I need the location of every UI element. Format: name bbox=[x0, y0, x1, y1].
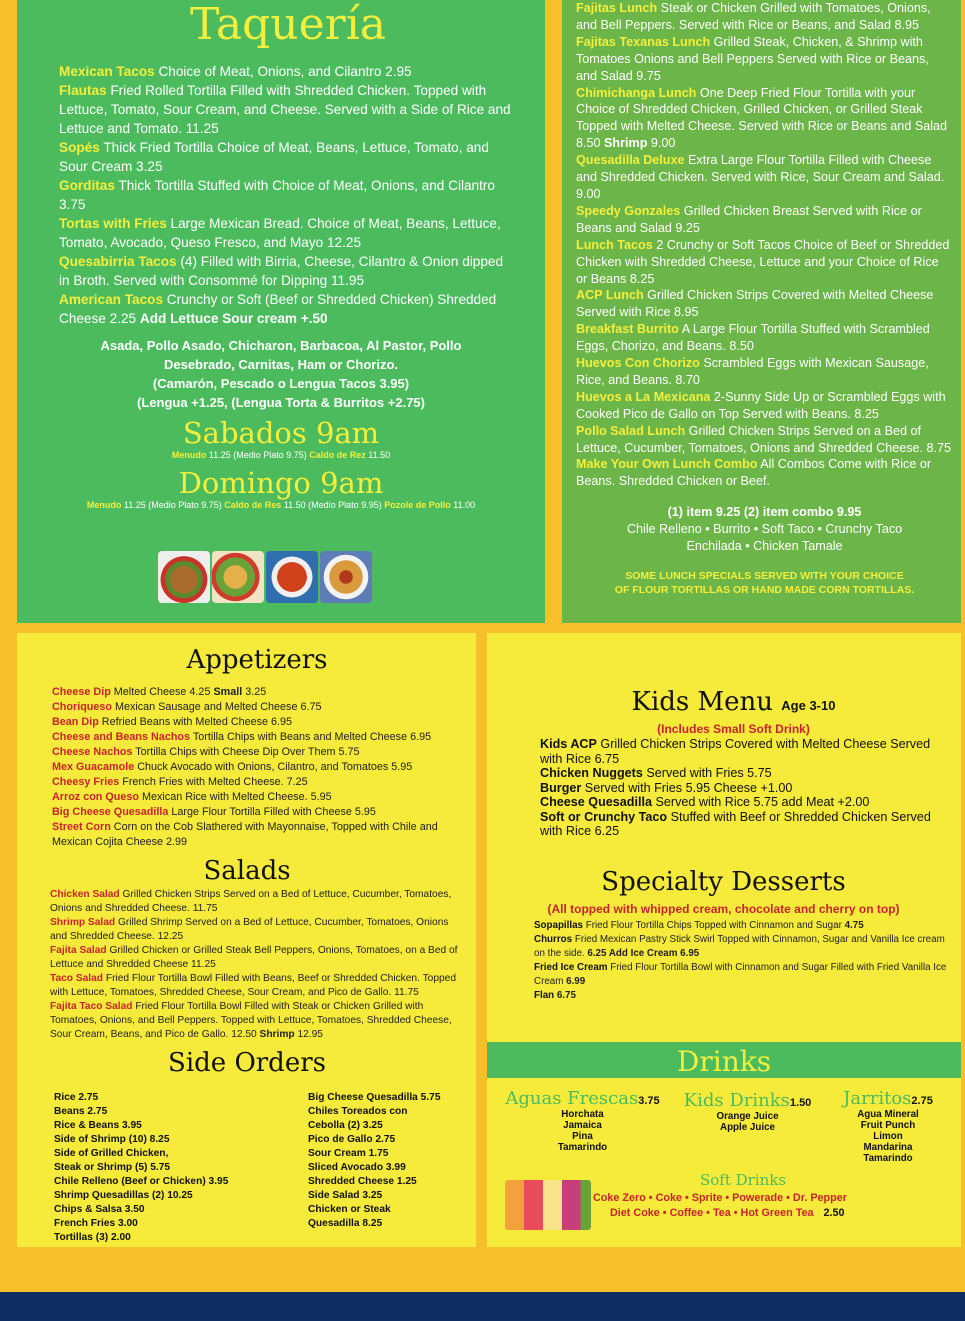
item-name: Fajitas Lunch bbox=[576, 1, 658, 15]
side-order-item: Chile Relleno (Beef or Chicken) 3.95 bbox=[54, 1176, 229, 1187]
lunch-items bbox=[576, 0, 953, 490]
soft-drinks-price: 2.50 bbox=[823, 1207, 845, 1219]
side-order-item: Sour Cream 1.75 bbox=[308, 1148, 389, 1159]
item-description: Grilled Chicken Strips Served on a Bed of Lettuce, Cucumber, Tomatoes, Onions and Shredded Cheese. 8.75 bbox=[576, 423, 952, 455]
menu-item bbox=[576, 355, 953, 389]
item-name: Bean Dip bbox=[52, 716, 99, 728]
item-description: Scrambled Eggs with Mexican Sausage, Rice, and Beans. 8.70 bbox=[576, 356, 929, 387]
kids-note: (Includes Small Soft Drink) bbox=[657, 722, 810, 736]
item-extra-price: 9.00 bbox=[647, 136, 676, 151]
side-order-item: Sliced Avocado 3.99 bbox=[308, 1162, 406, 1173]
domingo-menudo-price: 11.25 (Medio Plato 9.75) bbox=[121, 500, 225, 510]
menu-item bbox=[52, 775, 462, 790]
menu-item bbox=[52, 730, 462, 745]
menu-item bbox=[52, 790, 462, 805]
item-description: Chuck Avocado with Onions, Cilantro, and Tomatoes 5.95 bbox=[134, 761, 413, 773]
kids-drinks-heading: Kids Drinks1.50 bbox=[683, 1090, 812, 1111]
side-order-item: French Fries 3.00 bbox=[54, 1218, 138, 1229]
desserts-note: (All topped with whipped cream, chocolate and cherry on top) bbox=[547, 901, 900, 916]
tortilla-note-line-2: OF FLOUR TORTILLAS OR HAND MADE CORN TORTILLAS. bbox=[614, 584, 915, 597]
sabados-menudo-price: 11.25 (Medio Plato 9.75) bbox=[206, 450, 310, 460]
footer-bar bbox=[0, 1292, 965, 1321]
tortilla-note-line-1: SOME LUNCH SPECIALS SERVED WITH YOUR CHOICE bbox=[625, 570, 904, 583]
sabados-heading: Sabados 9am bbox=[182, 416, 380, 450]
item-name: Street Corn bbox=[52, 821, 111, 833]
item-name: Fajita Taco Salad bbox=[50, 1001, 133, 1012]
item-description: 2-Sunny Side Up or Scrambled Eggs with Cooked Pico de Gallo on Top Served with Beans. 8.25 bbox=[576, 389, 946, 421]
menu-item bbox=[52, 820, 462, 850]
item-extra-price: 6.95 bbox=[680, 947, 700, 959]
domingo-pozole-price: 11.00 bbox=[450, 500, 476, 510]
item-name: Pollo Salad Lunch bbox=[576, 423, 686, 438]
side-orders-left bbox=[54, 1091, 228, 1245]
item-name: Gorditas bbox=[59, 178, 115, 193]
soft-drinks-line-1: Coke Zero • Coke • Sprite • Powerade • Dr. Pepper bbox=[593, 1192, 847, 1204]
item-name: Huevos a La Mexicana bbox=[576, 389, 711, 404]
taqueria-items bbox=[59, 62, 517, 328]
menu-item bbox=[52, 805, 462, 820]
desserts-title: Specialty Desserts bbox=[601, 866, 846, 897]
side-order-item: Beans 2.75 bbox=[54, 1106, 108, 1117]
item-name: Cheesy Fries bbox=[52, 776, 120, 788]
item-name: Cheese Nachos bbox=[52, 746, 133, 758]
item-description: Fried Rolled Tortilla Filled with Shredded Chicken. Topped with Lettuce, Tomato, Sour Cream, and Cheese. Served with a Side of Rice and Lettuce and Tomato. 11.25 bbox=[59, 83, 511, 136]
side-order-item: Side Salad 3.25 bbox=[308, 1190, 383, 1201]
item-name: Fajitas Texanas Lunch bbox=[576, 34, 711, 49]
menu-item bbox=[534, 989, 947, 1003]
item-name: Cheese Quesadilla bbox=[540, 795, 652, 809]
item-name: Flautas bbox=[59, 83, 107, 98]
menu-item bbox=[534, 919, 947, 933]
item-name: Cheese Dip bbox=[52, 686, 111, 698]
drink-item: Agua Mineral bbox=[857, 1109, 919, 1120]
soft-drinks-photo bbox=[505, 1180, 591, 1230]
item-description: Fried Flour Tortilla Chips Topped with Cinnamon and Sugar bbox=[583, 919, 845, 931]
item-description: Steak or Chicken Grilled with Tomatoes, Onions, and Bell Peppers. Served with Rice or Beans, and Salad 8.95 bbox=[576, 1, 931, 32]
menu-item bbox=[50, 1000, 462, 1042]
combo-line-2: Enchilada • Chicken Tamale bbox=[686, 539, 843, 554]
domingo-heading: Domingo 9am bbox=[178, 466, 384, 500]
side-order-item: Chips & Salsa 3.50 bbox=[54, 1204, 145, 1215]
item-name: Sopés bbox=[59, 140, 100, 155]
drink-item: Tamarindo bbox=[863, 1153, 913, 1164]
aguas-frescas-heading: Aguas Frescas3.75 bbox=[505, 1088, 660, 1109]
menu-item bbox=[534, 961, 947, 989]
menu-item bbox=[576, 287, 953, 321]
domingo-specials bbox=[45, 500, 517, 510]
item-description: Thick Fried Tortilla Choice of Meat, Beans, Lettuce, Tomato, and Sour Cream 3.25 bbox=[59, 140, 489, 174]
side-order-item: Tortillas (3) 2.00 bbox=[54, 1232, 131, 1243]
drinks-title: Drinks bbox=[487, 1042, 961, 1078]
item-description: Mexican Sausage and Melted Cheese 6.75 bbox=[111, 701, 322, 713]
combo-line-1: Chile Relleno • Burrito • Soft Taco • Crunchy Taco bbox=[626, 522, 903, 537]
item-description: Tortilla Chips with Beans and Melted Cheese 6.95 bbox=[190, 731, 432, 743]
side-order-item: Side of Shrimp (10) 8.25 bbox=[54, 1134, 170, 1145]
drink-item: Jamaica bbox=[563, 1120, 602, 1131]
drink-item: Pina bbox=[572, 1131, 593, 1142]
item-description: Mexican Rice with Melted Cheese. 5.95 bbox=[139, 791, 332, 803]
appetizers-panel bbox=[17, 633, 476, 1247]
drink-item: Limon bbox=[873, 1131, 903, 1142]
item-description: French Fries with Melted Cheese. 7.25 bbox=[119, 776, 308, 788]
menu-item bbox=[50, 944, 462, 972]
sabados-caldo: Caldo de Rez bbox=[309, 450, 366, 460]
item-description: Tortilla Chips with Cheese Dip Over Them 5.75 bbox=[132, 746, 360, 758]
item-description: Stuffed with Beef or Shredded Chicken Served with Rice 6.25 bbox=[540, 809, 931, 838]
domingo-caldo: Caldo de Res bbox=[224, 500, 282, 510]
item-description: One Deep Fried Flour Tortilla with your Choice of Shredded Chicken, Grilled Chicken, or Grilled Steak Topped with Melted Cheese. Served with Rice or Beans and Salad 8.50 bbox=[576, 85, 948, 151]
side-order-item: Pico de Gallo 2.75 bbox=[308, 1134, 396, 1145]
item-name: Lunch Tacos bbox=[576, 237, 653, 252]
domingo-pozole: Pozole de Pollo bbox=[384, 500, 451, 510]
item-description: Large Mexican Bread. Choice of Meat, Beans, Lettuce, Tomato, Avocado, Queso Fresco, and Mayo 12.25 bbox=[59, 216, 501, 250]
menu-item bbox=[576, 423, 953, 457]
aguas-frescas-list bbox=[500, 1109, 665, 1153]
item-name: Taco Salad bbox=[50, 973, 104, 984]
food-photo-soup bbox=[266, 551, 318, 603]
item-extra: Add Ice Cream bbox=[606, 947, 681, 959]
menu-item bbox=[59, 290, 517, 328]
side-order-item: Big Cheese Quesadilla 5.75 bbox=[308, 1092, 441, 1103]
menu-item bbox=[59, 176, 517, 214]
menu-item bbox=[576, 85, 953, 153]
menu-item bbox=[576, 321, 953, 355]
item-description: Fried Flour Tortilla Bowl Filled with Beans, Beef or Shredded Chicken. Topped with Lettuce, Tomatoes, Shredded Cheese, Sour Cream, and Pico de Gallo. 11.75 bbox=[50, 973, 456, 998]
tortilla-note bbox=[576, 569, 953, 597]
item-description: Grilled Chicken Strips Covered with Melted Cheese Served with Rice 8.95 bbox=[576, 288, 934, 320]
drink-item: Mandarina bbox=[863, 1142, 913, 1153]
kids-title bbox=[520, 687, 947, 721]
item-name: Soft or Crunchy Taco bbox=[540, 809, 668, 824]
item-description: Fried Flour Tortilla Bowl with Cinnamon and Sugar Filled with Fried Vanilla Ice Cream bbox=[534, 961, 947, 987]
domingo-menudo: Menudo bbox=[86, 500, 122, 510]
item-description: Served with Rice 5.75 add Meat +2.00 bbox=[652, 795, 870, 809]
item-name: Kids ACP bbox=[540, 737, 597, 751]
kids-title-text: Kids Menu bbox=[631, 687, 774, 717]
item-description: 2 Crunchy or Soft Tacos Choice of Beef or Shredded Chicken with Shredded Cheese, Lettuce and your Choice of Rice or Beans 8.25 bbox=[576, 237, 950, 286]
item-description: Choice of Meat, Onions, and Cilantro 2.95 bbox=[154, 64, 412, 79]
side-order-item: Quesadilla 8.25 bbox=[308, 1218, 383, 1229]
meats-line-4: (Lengua +1.25, (Lengua Torta & Burritos +2.75) bbox=[137, 395, 425, 410]
menu-item bbox=[52, 745, 462, 760]
menu-item bbox=[59, 81, 517, 138]
food-photo-flautas bbox=[320, 551, 372, 603]
item-description: Fried Flour Tortilla Bowl Filled with Steak or Chicken Grilled with Tomatoes, Onions, and Bell Peppers. Topped with Lettuce, Tomatoes, Shredded Cheese, Sour Cream, Beans, and Pico de Gallo. 12.50 bbox=[50, 1001, 452, 1040]
jarritos-column bbox=[833, 1088, 943, 1164]
sabados-menudo: Menudo bbox=[171, 450, 207, 460]
item-name: Huevos Con Chorizo bbox=[576, 356, 700, 371]
menu-item bbox=[576, 203, 953, 237]
sabados-specials bbox=[45, 450, 517, 460]
item-description: Grilled Chicken Breast Served with Rice or Beans and Salad 9.25 bbox=[576, 203, 922, 235]
menu-item bbox=[534, 933, 947, 961]
item-name: Arroz con Queso bbox=[52, 791, 139, 803]
item-description: Fried Mexican Pastry Stick Swirl Topped with Cinnamon, Sugar and Vanilla Ice cream on the side. bbox=[534, 933, 945, 959]
food-photo-tacos bbox=[212, 551, 264, 603]
item-name: Speedy Gonzales bbox=[576, 203, 681, 218]
drink-item: Fruit Punch bbox=[860, 1120, 916, 1131]
item-description: Thick Tortilla Stuffed with Choice of Meat, Onions, and Cilantro 3.75 bbox=[59, 178, 495, 212]
kids-drinks-column bbox=[680, 1090, 815, 1133]
appetizer-items bbox=[52, 685, 462, 850]
item-name: Churros bbox=[534, 933, 573, 945]
item-description: Grilled Steak, Chicken, & Shrimp with Tomatoes Onions and Bell Peppers Served with Rice or Beans, and Salad 9.75 bbox=[576, 34, 929, 83]
item-name: ACP Lunch bbox=[576, 288, 644, 303]
combo-heading: (1) item 9.25 (2) item combo 9.95 bbox=[667, 505, 862, 520]
kids-age: Age 3-10 bbox=[781, 698, 836, 713]
item-description: A Large Flour Tortilla Stuffed with Scrambled Eggs, Chorizo, and Beans. 8.50 bbox=[576, 322, 930, 354]
menu-item bbox=[540, 766, 947, 781]
item-extra: Small bbox=[213, 686, 243, 698]
side-orders-right bbox=[308, 1091, 441, 1231]
lunch-panel bbox=[562, 0, 961, 623]
drink-item: Horchata bbox=[561, 1109, 604, 1120]
item-description: Grilled Chicken Strips Served on a Bed of Lettuce, Cucumber, Tomatoes, Onions and Shredded Cheese. 11.75 bbox=[50, 889, 452, 914]
item-name: Quesabirria Tacos bbox=[59, 254, 177, 269]
menu-item bbox=[52, 715, 462, 730]
item-description: Served with Fries 5.75 bbox=[642, 766, 772, 780]
item-name: Cheese and Beans Nachos bbox=[52, 731, 191, 743]
item-name: Breakfast Burrito bbox=[576, 322, 679, 337]
menu-item bbox=[540, 810, 947, 839]
menu-item bbox=[59, 252, 517, 290]
kids-items bbox=[540, 737, 947, 839]
item-extra: Shrimp bbox=[259, 1029, 295, 1040]
item-name: Chimichanga Lunch bbox=[576, 85, 697, 100]
item-description: Refried Beans with Melted Cheese 6.95 bbox=[98, 716, 293, 728]
item-name: Chicken Nuggets bbox=[540, 766, 643, 780]
meats-line-1: Asada, Pollo Asado, Chicharon, Barbacoa, Al Pastor, Pollo bbox=[100, 338, 462, 353]
menu-item bbox=[576, 0, 953, 34]
menu-item bbox=[59, 214, 517, 252]
dessert-items bbox=[534, 919, 947, 1003]
meats-line-2: Desebrado, Carnitas, Ham or Chorizo. bbox=[163, 357, 399, 372]
item-name: Sopapillas bbox=[534, 919, 583, 931]
menu-item bbox=[576, 456, 953, 490]
food-photos bbox=[158, 551, 372, 603]
domingo-caldo-price: 11.50 (Medio Plato 9.95) bbox=[281, 500, 385, 510]
side-order-item: Cebolla (2) 3.25 bbox=[308, 1120, 383, 1131]
item-description: Large Flour Tortilla Filled with Cheese 5.95 bbox=[168, 806, 376, 818]
kids-drinks-list bbox=[680, 1111, 815, 1133]
item-name: American Tacos bbox=[59, 292, 164, 307]
item-extra: Add Lettuce Sour cream +.50 bbox=[139, 311, 328, 326]
taqueria-title: Taquería bbox=[189, 0, 387, 50]
menu-item bbox=[540, 781, 947, 796]
menu-item bbox=[59, 138, 517, 176]
item-name: Choriqueso bbox=[52, 701, 112, 713]
item-description: (4) Filled with Birria, Cheese, Cilantro & Onion dipped in Broth. Served with Consommé for Dipping 11.95 bbox=[59, 254, 504, 288]
menu-item bbox=[576, 237, 953, 288]
menu-item bbox=[50, 888, 462, 916]
item-description: Corn on the Cob Slathered with Mayonnaise, Topped with Chile and Mexican Cojita Cheese 2.99 bbox=[52, 821, 438, 848]
side-order-item: Rice 2.75 bbox=[54, 1092, 99, 1103]
menu-item bbox=[576, 34, 953, 85]
menu-item bbox=[540, 795, 947, 810]
item-name: Shrimp Salad bbox=[50, 917, 116, 928]
item-description: Extra Large Flour Tortilla Filled with Cheese and Shredded Chicken. Served with Rice, Sour Cream and Salad. 9.00 bbox=[576, 153, 945, 201]
item-name: Tortas with Fries bbox=[59, 216, 167, 231]
menu-item bbox=[52, 760, 462, 775]
aguas-frescas-column bbox=[500, 1088, 665, 1153]
taqueria-panel bbox=[17, 0, 545, 623]
item-extra-price: 12.95 bbox=[294, 1029, 323, 1040]
side-order-item: Rice & Beans 3.95 bbox=[54, 1120, 142, 1131]
menu-item bbox=[576, 152, 953, 203]
side-order-item: Steak or Shrimp (5) 5.75 bbox=[54, 1162, 171, 1173]
item-price: 6.99 bbox=[566, 975, 586, 987]
salad-items bbox=[50, 888, 462, 1042]
item-description: Grilled Shrimp Served on a Bed of Lettuce, Cucumber, Tomatoes, Onions and Shredded Cheese. 12.25 bbox=[50, 917, 449, 942]
salads-title: Salads bbox=[203, 856, 291, 886]
item-name: Fried Ice Cream bbox=[534, 961, 608, 973]
sabados-caldo-price: 11.50 bbox=[365, 450, 391, 460]
item-description: Crunchy or Soft (Beef or Shredded Chicken) Shredded Cheese 2.25 bbox=[59, 292, 497, 326]
side-order-item: Chiles Toreados con bbox=[308, 1106, 408, 1117]
side-order-item: Shrimp Quesadillas (2) 10.25 bbox=[54, 1190, 193, 1201]
appetizers-title: Appetizers bbox=[186, 645, 328, 675]
menu-item bbox=[59, 62, 517, 81]
item-description: All Combos Come with Rice or Beans. Shredded Chicken or Beef. bbox=[576, 457, 932, 489]
item-name: Mex Guacamole bbox=[52, 761, 135, 773]
food-photo-burger bbox=[158, 551, 210, 603]
item-extra: Shrimp bbox=[604, 136, 648, 151]
side-order-item: Shredded Cheese 1.25 bbox=[308, 1176, 417, 1187]
menu-item bbox=[540, 737, 947, 766]
soft-drinks-line-2: Diet Coke • Coffee • Tea • Hot Green Tea 2.50 bbox=[610, 1207, 845, 1219]
side-order-item: Chicken or Steak bbox=[308, 1204, 391, 1215]
item-name: Make Your Own Lunch Combo bbox=[576, 457, 758, 472]
item-name: Burger bbox=[540, 780, 582, 795]
item-name: Quesadilla Deluxe bbox=[576, 153, 685, 168]
item-extra-price: 3.25 bbox=[242, 686, 267, 698]
menu-item bbox=[52, 685, 462, 700]
item-name: Fajita Salad bbox=[50, 945, 107, 956]
menu-item bbox=[50, 972, 462, 1000]
item-price: 6.75 bbox=[556, 989, 576, 1001]
meats-line-3: (Camarón, Pescado o Lengua Tacos 3.95) bbox=[152, 376, 410, 391]
item-name: Big Cheese Quesadilla bbox=[52, 806, 169, 818]
item-name: Flan bbox=[534, 989, 555, 1001]
drink-item: Orange Juice bbox=[716, 1111, 779, 1122]
combo-section bbox=[576, 504, 953, 555]
item-name: Chicken Salad bbox=[50, 889, 120, 900]
item-price: 6.25 bbox=[587, 947, 607, 959]
item-description: Grilled Chicken or Grilled Steak Bell Peppers, Onions, Tomatoes, on a Bed of Lettuce and Shredded Cheese 11.25 bbox=[50, 945, 458, 970]
item-description: Served with Fries 5.95 Cheese +1.00 bbox=[581, 780, 793, 795]
item-description: Grilled Chicken Strips Covered with Melted Cheese Served with Rice 6.75 bbox=[540, 737, 931, 766]
meat-choices bbox=[45, 336, 517, 412]
drink-item: Apple Juice bbox=[720, 1122, 775, 1133]
jarritos-heading: Jarritos2.75 bbox=[843, 1088, 933, 1109]
side-orders-title: Side Orders bbox=[168, 1048, 326, 1078]
item-description: Melted Cheese 4.25 bbox=[110, 686, 214, 698]
soft-drinks-heading: Soft Drinks bbox=[700, 1171, 787, 1189]
drink-item: Tamarindo bbox=[557, 1142, 608, 1153]
menu-item bbox=[576, 389, 953, 423]
menu-item bbox=[52, 700, 462, 715]
jarritos-list bbox=[833, 1109, 943, 1164]
item-name: Mexican Tacos bbox=[59, 64, 155, 79]
item-price: 4.75 bbox=[844, 919, 864, 931]
menu-item bbox=[50, 916, 462, 944]
side-order-item: Side of Grilled Chicken, bbox=[54, 1148, 169, 1159]
